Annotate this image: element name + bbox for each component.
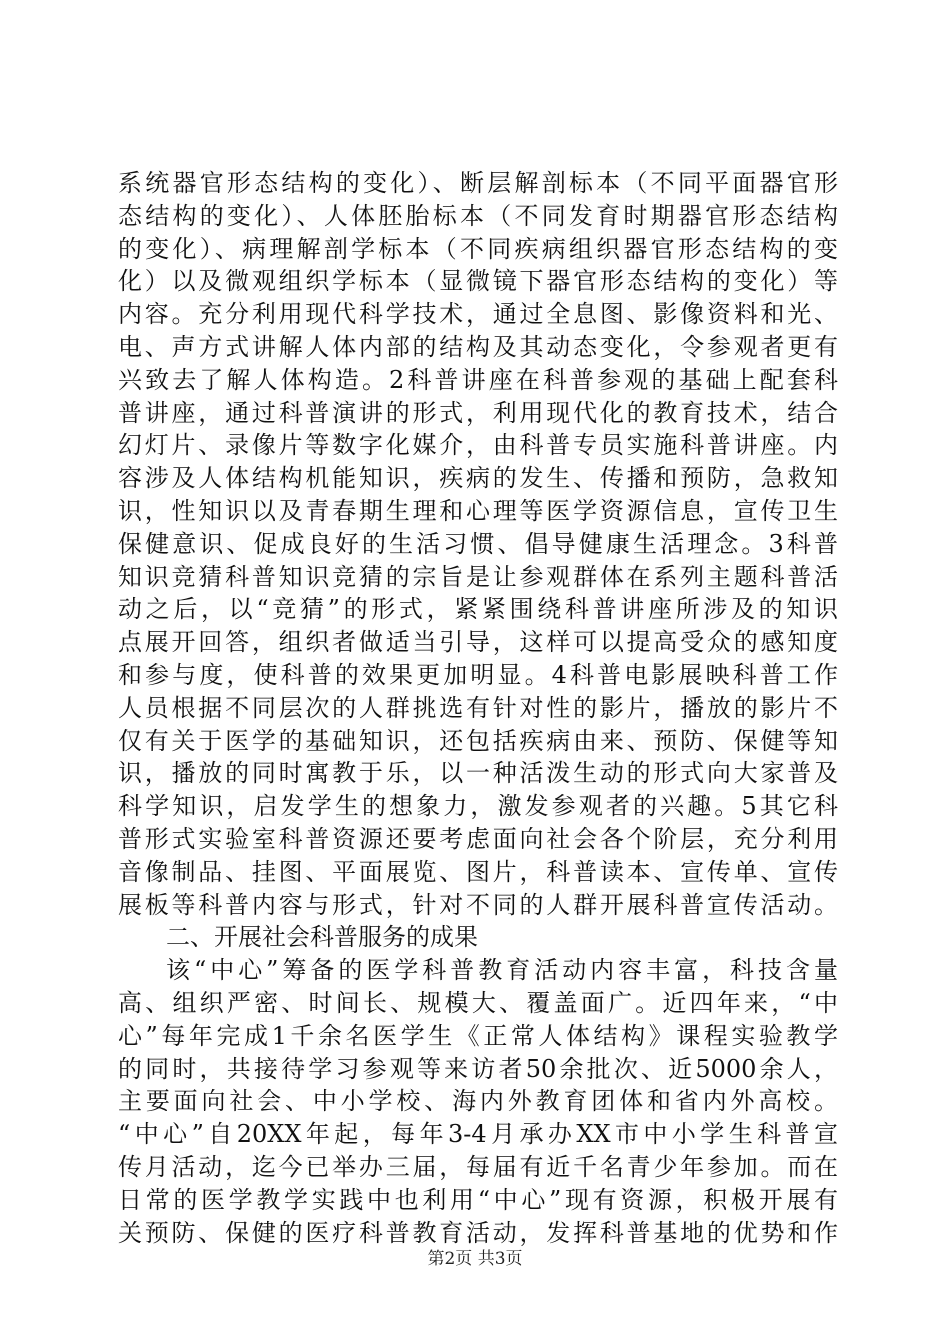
text-line: 化）以及微观组织学标本（显微镜下器官形态结构的变化）等 xyxy=(118,267,838,296)
text-line: 动之后，以“竞猜”的形式，紧紧围绕科普讲座所涉及的知识 xyxy=(118,595,838,624)
page-number-footer: 第2页 共3页 xyxy=(427,1249,523,1269)
text-line: 系统器官形态结构的变化）、断层解剖标本（不同平面器官形 xyxy=(118,169,838,197)
text-line: 高、组织严密、时间长、规模大、覆盖面广。近四年来，“中 xyxy=(118,988,838,1017)
text-line: 主要面向社会、中小学校、海内外教育团体和省内外高校。 xyxy=(118,1087,838,1116)
text-line: 日常的医学教学实践中也利用“中心”现有资源，积极开展有 xyxy=(118,1185,838,1214)
text-line: 科学知识，启发学生的想象力，激发参观者的兴趣。5其它科 xyxy=(118,792,838,821)
text-line: “中心”自20XX年起，每年3-4月承办XX市中小学生科普宣 xyxy=(118,1120,838,1149)
text-line: 关预防、保健的医疗科普教育活动，发挥科普基地的优势和作 xyxy=(118,1218,838,1247)
text-line: 仅有关于医学的基础知识，还包括疾病由来、预防、保健等知 xyxy=(118,726,838,755)
text-line: 兴致去了解人体构造。2科普讲座在科普参观的基础上配套科 xyxy=(118,365,838,394)
text-line: 内容。充分利用现代科学技术，通过全息图、影像资料和光、 xyxy=(118,300,838,329)
text-line: 传月活动，迄今已举办三届，每届有近千名青少年参加。而在 xyxy=(118,1152,838,1181)
text-line: 容涉及人体结构机能知识，疾病的发生、传播和预防，急救知 xyxy=(118,464,838,493)
section-heading: 二、开展社会科普服务的成果 xyxy=(166,923,478,952)
text-line: 音像制品、挂图、平面展览、图片，科普读本、宣传单、宣传 xyxy=(118,857,838,886)
text-line: 普形式实验室科普资源还要考虑面向社会各个阶层，充分利用 xyxy=(118,824,838,853)
text-line: 普讲座，通过科普演讲的形式，利用现代化的教育技术，结合 xyxy=(118,398,838,427)
text-line: 保健意识、促成良好的生活习惯、倡导健康生活理念。3科普 xyxy=(118,529,838,558)
text-line: 幻灯片、录像片等数字化媒介，由科普专员实施科普讲座。内 xyxy=(118,431,838,460)
text-line: 的变化）、病理解剖学标本（不同疾病组织器官形态结构的变 xyxy=(118,234,838,263)
text-line: 展板等科普内容与形式，针对不同的人群开展科普宣传活动。 xyxy=(118,890,838,919)
text-line: 点展开回答，组织者做适当引导，这样可以提高受众的感知度 xyxy=(118,628,838,657)
text-line: 识，性知识以及青春期生理和心理等医学资源信息，宣传卫生 xyxy=(118,496,838,525)
text-line: 人员根据不同层次的人群挑选有针对性的影片，播放的影片不 xyxy=(118,693,838,722)
text-line: 和参与度，使科普的效果更加明显。4科普电影展映科普工作 xyxy=(118,660,838,689)
text-line: 的同时，共接待学习参观等来访者50余批次、近5000余人， xyxy=(118,1054,838,1083)
text-line: 识，播放的同时寓教于乐，以一种活泼生动的形式向大家普及 xyxy=(118,759,838,788)
text-line: 心”每年完成1千余名医学生《正常人体结构》课程实验教学 xyxy=(118,1021,838,1050)
text-line: 电、声方式讲解人体内部的结构及其动态变化，令参观者更有 xyxy=(118,332,838,361)
text-line: 态结构的变化）、人体胚胎标本（不同发育时期器官形态结构 xyxy=(118,201,838,230)
text-line: 知识竞猜科普知识竞猜的宗旨是让参观群体在系列主题科普活 xyxy=(118,562,838,591)
body-text xyxy=(118,167,838,1249)
paragraph-first-line: 该“中心”筹备的医学科普教育活动内容丰富，科技含量 xyxy=(166,956,838,985)
